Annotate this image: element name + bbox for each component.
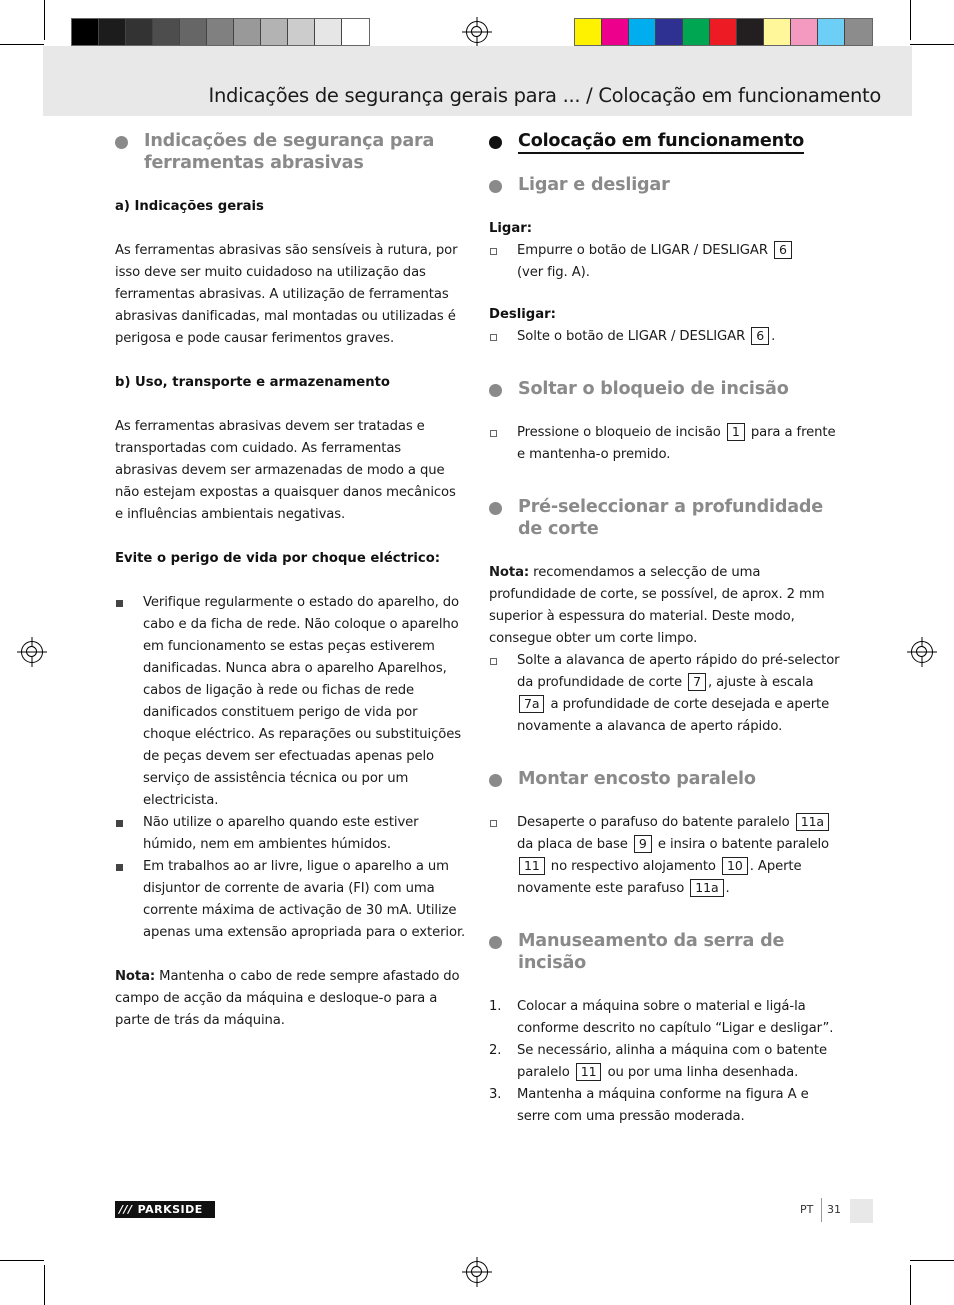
process-color-swatch xyxy=(764,19,791,45)
part-number-box: 7 xyxy=(688,673,706,691)
process-color-swatch xyxy=(845,19,872,45)
part-number-box: 11a xyxy=(796,813,829,831)
registration-mark-icon xyxy=(21,641,43,663)
checkbox-bullet-icon xyxy=(490,248,497,255)
language-code: PT xyxy=(800,1203,814,1216)
page-number: 31 xyxy=(827,1203,841,1216)
bullet-dot-icon xyxy=(489,936,502,949)
registration-mark-icon xyxy=(911,641,933,663)
label-off: Desligar: xyxy=(489,307,556,322)
bullet-dot-icon xyxy=(489,136,502,149)
bullet-dot-icon xyxy=(115,136,128,149)
subheading-electric-danger: Evite o perigo de vida por choque eléctrico: xyxy=(115,551,441,566)
crop-mark xyxy=(0,1260,44,1261)
process-color-swatch xyxy=(737,19,764,45)
checkbox-bullet-icon xyxy=(490,430,497,437)
page-title: Indicações de segurança gerais para ... / Colocação em funcionamento xyxy=(208,84,881,107)
list-item: Pressione o bloqueio de incisão 1 para a frente e mantenha-o premido. xyxy=(489,422,841,466)
label-on: Ligar: xyxy=(489,221,533,236)
part-number-box: 7a xyxy=(519,695,544,713)
grayscale-swatch xyxy=(261,19,288,45)
process-color-swatch xyxy=(602,19,629,45)
process-color-swatch xyxy=(683,19,710,45)
process-color-swatch xyxy=(791,19,818,45)
part-number-box: 10 xyxy=(722,857,748,875)
grayscale-swatch xyxy=(153,19,180,45)
bullet-dot-icon xyxy=(489,180,502,193)
checkbox-bullet-icon xyxy=(490,658,497,665)
note-paragraph: Nota: recomendamos a selecção de uma profundidade de corte, se possível, de aprox. 2 mm superior à espessura do material. Deste modo, consegue obter um corte limpo. xyxy=(489,565,825,646)
crop-mark xyxy=(0,44,44,45)
list-item: Desaperte o parafuso do batente paralelo 11a da placa de base 9 e insira o batente paralelo 11 no respectivo alojamento 10 . Aperte novamente este parafuso 11a . xyxy=(489,812,841,900)
section-heading-safety-abrasive: Indicações de segurança para ferramentas abrasivas xyxy=(115,130,467,174)
section-heading-lock: Soltar o bloqueio de incisão xyxy=(489,378,841,400)
grayscale-color-bar xyxy=(71,18,370,46)
part-number-box: 9 xyxy=(634,835,652,853)
numbered-step: 2. Se necessário, alinha a máquina com o batente paralelo 11 ou por uma linha desenhada. xyxy=(489,1043,827,1080)
part-number-box: 1 xyxy=(727,423,745,441)
crop-mark xyxy=(910,1260,954,1261)
process-color-swatch xyxy=(818,19,845,45)
grayscale-swatch xyxy=(234,19,261,45)
grayscale-swatch xyxy=(72,19,99,45)
grayscale-swatch xyxy=(126,19,153,45)
footer-divider xyxy=(821,1198,822,1222)
process-color-swatch xyxy=(656,19,683,45)
list-item: Verifique regularmente o estado do aparelho, do cabo e da ficha de rede. Não coloque o aparelho em funcionamento se estas peças estiverem danificadas. Nunca abra o aparelho Aparelhos, cabos de ligação à rede ou fichas de rede danificados constituem perigo de vida por choque eléctrico. As reparações ou substituições de peças devem ser efectuadas apenas pelo serviço de assistência técnica ou por um electricista. xyxy=(115,592,467,812)
subheading-general: a) Indicações gerais xyxy=(115,199,264,214)
section-heading-fence: Montar encosto paralelo xyxy=(489,768,841,790)
section-heading-startup: Colocação em funcionamento xyxy=(489,130,841,152)
list-item: Empurre o botão de LIGAR / DESLIGAR 6 (ver fig. A). xyxy=(489,240,841,284)
square-bullet-icon xyxy=(116,600,123,607)
list-item: Não utilize o aparelho quando este estiver húmido, nem em ambientes húmidos. xyxy=(115,812,467,856)
checkbox-bullet-icon xyxy=(490,820,497,827)
crop-mark xyxy=(910,0,911,40)
process-color-bar xyxy=(574,18,873,46)
section-heading-depth: Pré-seleccionar a profundidade de corte xyxy=(489,496,841,540)
crop-mark xyxy=(44,0,45,40)
numbered-step: 1. Colocar a máquina sobre o material e ligá-la conforme descrito no capítulo “Ligar e desligar”. xyxy=(489,999,834,1036)
footer-tab xyxy=(850,1199,873,1223)
section-heading-handling: Manuseamento da serra de incisão xyxy=(489,930,841,974)
section-heading-on-off: Ligar e desligar xyxy=(489,174,841,196)
bullet-dot-icon xyxy=(489,384,502,397)
bullet-dot-icon xyxy=(489,502,502,515)
right-column xyxy=(489,130,841,1128)
list-item: Em trabalhos ao ar livre, ligue o aparelho a um disjuntor de corrente de avaria (FI) com uma corrente máxima de activação de 30 mA. Utilize apenas uma extensão apropriada para o exterior. xyxy=(115,856,467,944)
parkside-logo: /// PARKSIDE xyxy=(115,1201,215,1218)
part-number-box: 6 xyxy=(774,241,792,259)
grayscale-swatch xyxy=(207,19,234,45)
paragraph-general: As ferramentas abrasivas são sensíveis à rutura, por isso deve ser muito cuidadoso na utilização das ferramentas abrasivas. A utilização de ferramentas abrasivas danificadas, mal montadas ou utilizadas é perigosa e pode causar ferimentos graves. xyxy=(115,243,458,346)
registration-mark-icon xyxy=(466,1261,488,1283)
crop-mark xyxy=(910,44,954,45)
part-number-box: 11 xyxy=(576,1063,602,1081)
registration-mark-icon xyxy=(466,21,488,43)
square-bullet-icon xyxy=(116,864,123,871)
part-number-box: 6 xyxy=(751,327,769,345)
part-number-box: 11 xyxy=(519,857,545,875)
process-color-swatch xyxy=(575,19,602,45)
left-column xyxy=(115,130,467,1032)
paragraph-transport: As ferramentas abrasivas devem ser tratadas e transportadas com cuidado. As ferramentas abrasivas devem ser armazenadas de modo a que não estejam expostas a quaisquer danos mecânicos e influências ambientais negativas. xyxy=(115,419,456,522)
grayscale-swatch xyxy=(342,19,369,45)
process-color-swatch xyxy=(710,19,737,45)
process-color-swatch xyxy=(629,19,656,45)
numbered-step: 3. Mantenha a máquina conforme na figura A e serre com uma pressão moderada. xyxy=(489,1087,809,1124)
grayscale-swatch xyxy=(288,19,315,45)
note-paragraph: Nota: Mantenha o cabo de rede sempre afastado do campo de acção da máquina e desloque-o para a parte de trás da máquina. xyxy=(115,969,460,1028)
grayscale-swatch xyxy=(180,19,207,45)
list-item: Solte a alavanca de aperto rápido do pré-selector da profundidade de corte 7 , ajuste à escala 7a a profundidade de corte desejada e aperte novamente a alavanca de aperto rápido. xyxy=(489,650,841,738)
checkbox-bullet-icon xyxy=(490,334,497,341)
bullet-dot-icon xyxy=(489,774,502,787)
part-number-box: 11a xyxy=(690,879,723,897)
grayscale-swatch xyxy=(315,19,342,45)
square-bullet-icon xyxy=(116,820,123,827)
crop-mark xyxy=(910,1265,911,1305)
crop-mark xyxy=(44,1265,45,1305)
list-item: Solte o botão de LIGAR / DESLIGAR 6 . xyxy=(489,326,841,348)
grayscale-swatch xyxy=(99,19,126,45)
subheading-transport: b) Uso, transporte e armazenamento xyxy=(115,375,390,390)
